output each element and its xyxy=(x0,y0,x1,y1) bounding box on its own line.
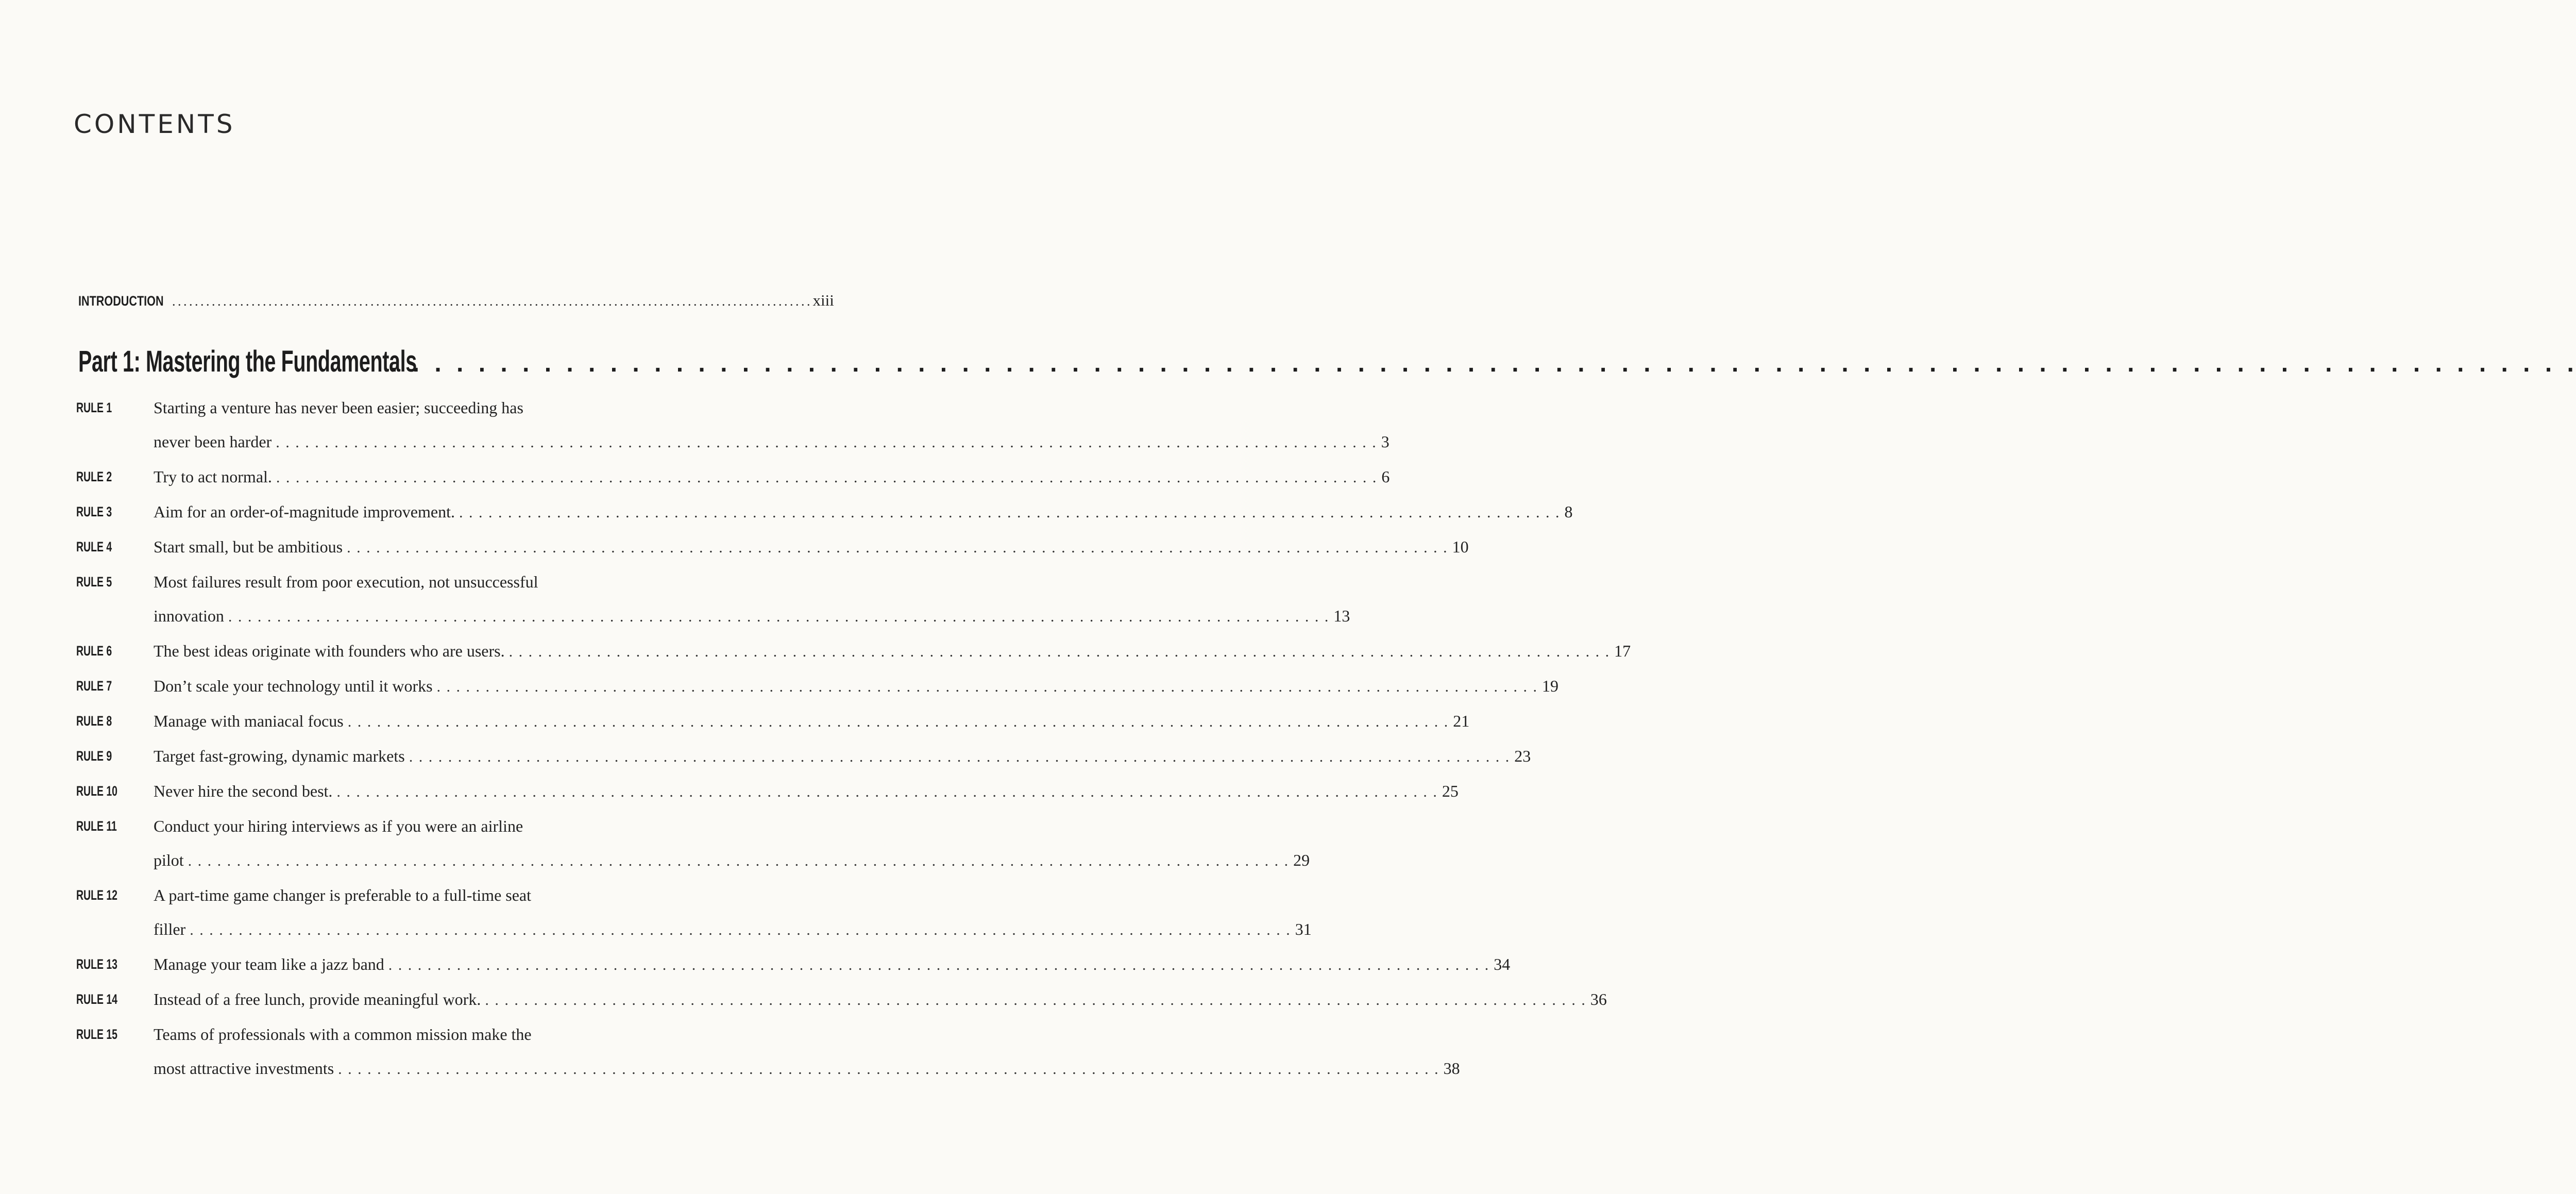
toc-entry-rule xyxy=(76,947,1511,982)
toc-entry-rule xyxy=(76,530,1469,565)
toc-entry-rule xyxy=(76,391,1389,460)
rule-body xyxy=(154,878,1312,947)
rule-title: innovation xyxy=(154,607,224,625)
rule-page: 36 xyxy=(1590,990,1607,1008)
rule-body xyxy=(154,809,1310,878)
rule-title-final-line xyxy=(154,530,1469,565)
dot-leader xyxy=(459,496,1561,530)
rule-title: Never hire the second best. xyxy=(154,782,333,800)
rule-title: Start small, but be ambitious xyxy=(154,537,343,556)
dot-leader xyxy=(338,1052,1439,1086)
rule-title: pilot xyxy=(154,851,184,869)
rule-label: RULE 11 xyxy=(76,818,117,834)
rule-page: 17 xyxy=(1614,642,1631,660)
rule-title: Manage with maniacal focus xyxy=(154,712,344,730)
rule-page: 6 xyxy=(1381,467,1390,486)
rule-body xyxy=(154,391,1389,460)
rule-title-final-line xyxy=(154,912,1312,947)
rule-title-final-line xyxy=(154,634,1631,669)
rule-title-line: Conduct your hiring interviews as if you were an airline xyxy=(154,817,523,835)
rule-page: 25 xyxy=(1442,782,1459,800)
rule-body xyxy=(154,982,1607,1017)
rule-title-final-line xyxy=(154,739,1531,774)
rule-label: RULE 10 xyxy=(76,783,117,799)
dot-leader xyxy=(190,913,1291,947)
rule-title: Don’t scale your technology until it works xyxy=(154,677,433,695)
rule-title-line: A part-time game changer is preferable to a full-time seat xyxy=(154,886,532,904)
rule-label: RULE 12 xyxy=(76,887,117,903)
rule-label: RULE 5 xyxy=(76,574,112,590)
toc-entry-rule xyxy=(76,982,1607,1017)
rule-body xyxy=(154,739,1531,774)
rule-page: 10 xyxy=(1452,537,1469,556)
dot-leader xyxy=(228,600,1330,634)
dot-leader xyxy=(509,635,1611,669)
page-title: CONTENTS xyxy=(74,109,235,139)
rule-title-final-line xyxy=(154,843,1310,878)
rule-title: The best ideas originate with founders who are users. xyxy=(154,642,505,660)
rule-label: RULE 9 xyxy=(76,748,112,764)
rule-title: Try to act normal. xyxy=(154,467,272,486)
toc-entry-rule xyxy=(76,460,1390,495)
rule-label: RULE 8 xyxy=(76,713,112,729)
rule-label: RULE 7 xyxy=(76,678,112,694)
rule-body xyxy=(154,774,1459,809)
rule-title-line: Starting a venture has never been easier; succeeding has xyxy=(154,398,523,417)
rule-title-final-line xyxy=(154,599,1350,634)
rule-page: 34 xyxy=(1494,955,1511,973)
rule-body xyxy=(154,530,1469,565)
rule-title-line: Teams of professionals with a common mission make the xyxy=(154,1025,532,1044)
toc-entry-rule xyxy=(76,774,1459,809)
rule-page: 13 xyxy=(1333,607,1350,625)
rule-page: 19 xyxy=(1542,677,1559,695)
dot-leader xyxy=(437,670,1538,704)
rule-body xyxy=(154,460,1389,495)
rule-label: RULE 4 xyxy=(76,539,112,554)
dot-leader xyxy=(336,775,1438,809)
rule-label: RULE 15 xyxy=(76,1027,117,1042)
toc-entry-rule xyxy=(76,809,1310,878)
rule-body xyxy=(154,634,1631,669)
rule-list xyxy=(76,391,1631,1086)
rule-title-final-line xyxy=(154,460,1389,495)
rule-page: 31 xyxy=(1295,920,1312,938)
part-title: Part 1: Mastering the Fundamentals xyxy=(78,345,417,378)
rule-title-final-line xyxy=(154,425,1389,460)
rule-page: 3 xyxy=(1381,432,1389,451)
rule-page: 21 xyxy=(1453,712,1470,730)
rule-label: RULE 13 xyxy=(76,956,117,972)
toc-entry-rule xyxy=(76,878,1312,947)
rule-body xyxy=(154,947,1510,982)
introduction-page: xiii xyxy=(812,291,834,309)
toc-entry-rule xyxy=(76,704,1470,739)
dot-leader xyxy=(391,349,2576,378)
rule-label: RULE 6 xyxy=(76,643,112,659)
rule-title-final-line xyxy=(154,947,1510,982)
rule-title: never been harder xyxy=(154,432,272,451)
rule-label: RULE 14 xyxy=(76,991,117,1007)
dot-leader xyxy=(485,983,1586,1017)
toc-entry-rule xyxy=(76,634,1631,669)
dot-leader xyxy=(188,844,1290,878)
toc-entry-rule xyxy=(76,1017,1460,1086)
rule-page: 38 xyxy=(1443,1059,1460,1078)
rule-title-final-line xyxy=(154,669,1558,704)
rule-title: Instead of a free lunch, provide meaningful work. xyxy=(154,990,481,1008)
rule-title: filler xyxy=(154,920,186,938)
rule-body xyxy=(154,1017,1460,1086)
rule-title-line: Most failures result from poor execution, not unsuccessful xyxy=(154,573,538,591)
toc-entry-rule xyxy=(76,565,1350,634)
rule-title: Aim for an order-of-magnitude improvement. xyxy=(154,502,455,521)
rule-body xyxy=(154,495,1572,530)
toc-entry-rule xyxy=(76,669,1559,704)
toc-entry-rule xyxy=(76,495,1573,530)
part-heading xyxy=(78,344,654,379)
rule-page: 29 xyxy=(1293,851,1310,869)
rule-title-final-line xyxy=(154,774,1459,809)
dot-leader xyxy=(388,948,1490,982)
dot-leader xyxy=(348,705,1449,739)
rule-page: 8 xyxy=(1564,502,1573,521)
rule-body xyxy=(154,704,1469,739)
toc-entry-rule xyxy=(76,739,1531,774)
dot-leader xyxy=(347,531,1448,565)
rule-title: Manage your team like a jazz band xyxy=(154,955,384,973)
dot-leader xyxy=(409,740,1511,774)
rule-body xyxy=(154,669,1558,704)
toc-entry-introduction xyxy=(78,291,834,310)
rule-label: RULE 3 xyxy=(76,504,112,519)
rule-title: Target fast-growing, dynamic markets xyxy=(154,747,405,765)
rule-title-final-line xyxy=(154,495,1572,530)
introduction-label: INTRODUCTION xyxy=(78,293,164,309)
rule-title-final-line xyxy=(154,1051,1460,1086)
rule-label: RULE 2 xyxy=(76,469,112,484)
dot-leader xyxy=(276,426,1377,460)
rule-label: RULE 1 xyxy=(76,400,112,415)
rule-page: 23 xyxy=(1514,747,1531,765)
dot-leader xyxy=(276,461,1378,495)
rule-title-final-line xyxy=(154,982,1607,1017)
rule-title: most attractive investments xyxy=(154,1059,334,1078)
dot-leader xyxy=(172,294,810,309)
rule-title-final-line xyxy=(154,704,1469,739)
rule-body xyxy=(154,565,1350,634)
